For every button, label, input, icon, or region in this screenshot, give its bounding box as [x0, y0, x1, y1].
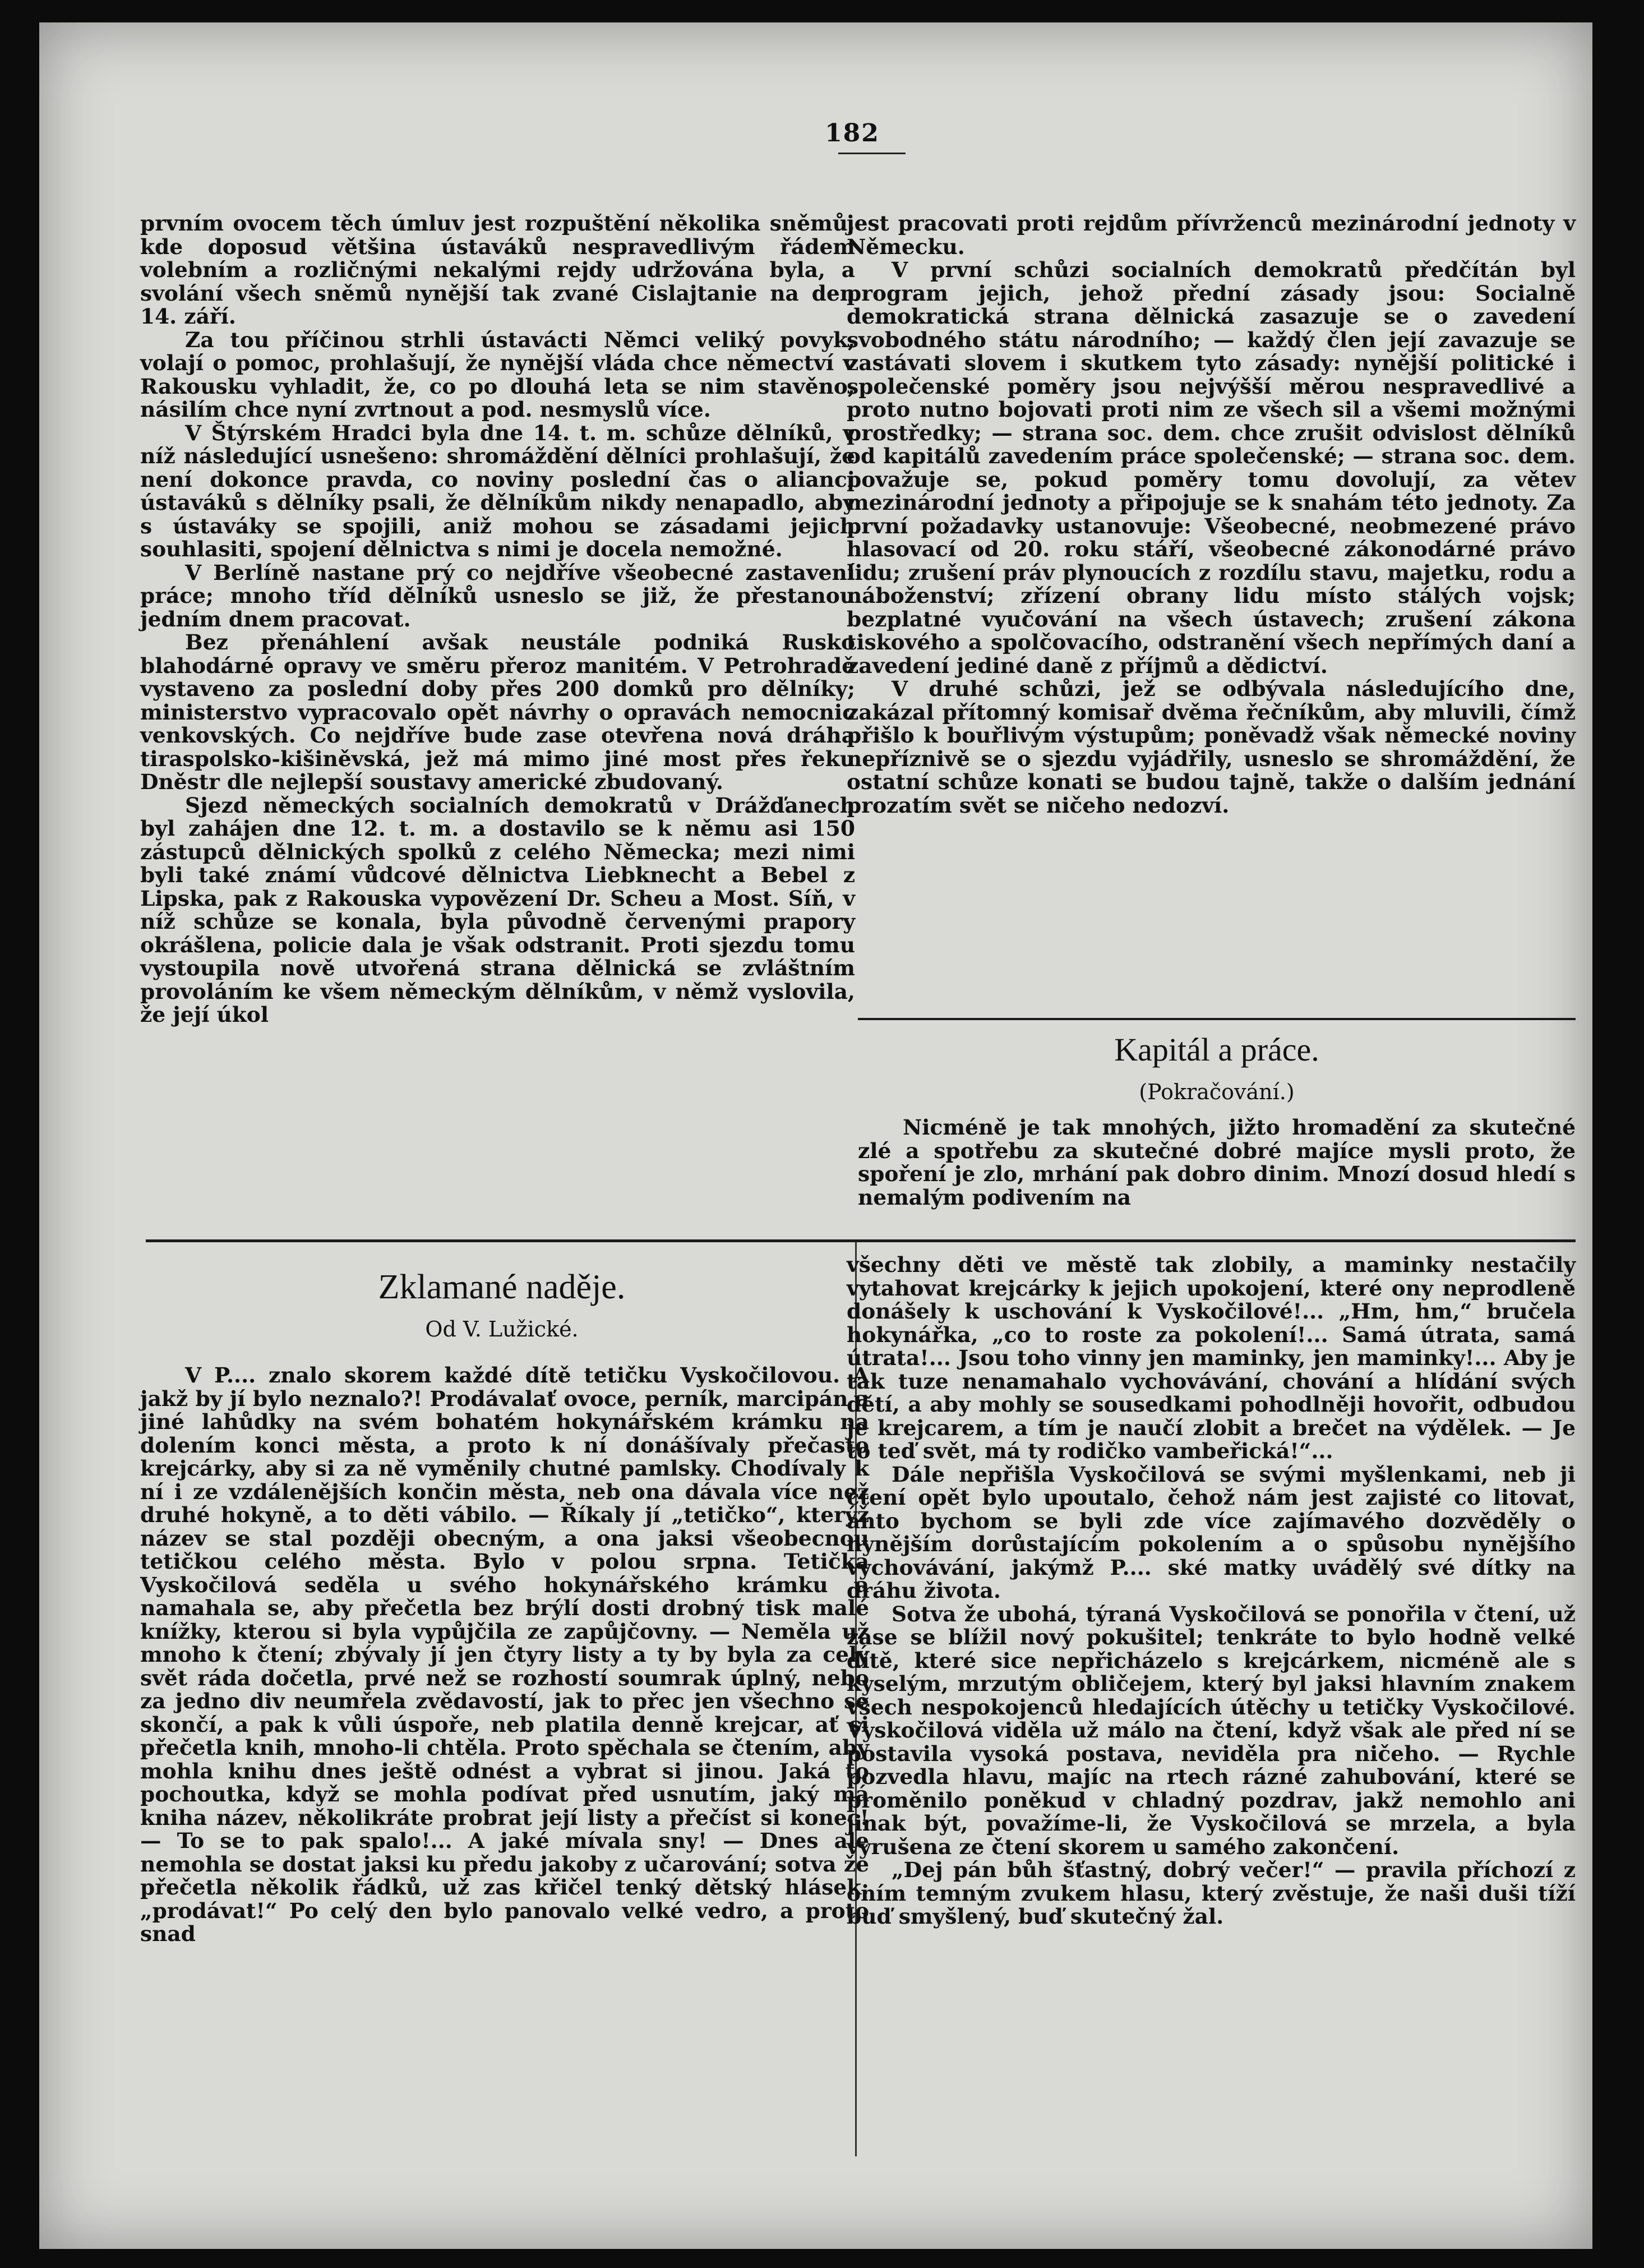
paragraph: Za tou příčinou strhli ústavácti Němci veliký povyk, volají o pomoc, prohlašují, že nynější vláda chce němectví v Rakousku vyhladit, že, co po dlouhá leta se nim stavěno, násilím chce nyní zvrtnout a pod. nesmyslů více. — [140, 327, 855, 422]
article-title-kapital: Kapitál a práce. — [1114, 1031, 1319, 1068]
story-column-left — [140, 1364, 869, 1946]
paragraph: V Berlíně nastane prý co nejdříve všeobecné zastavení práce; mnoho tříd dělníků usneslo se již, že přestanou jedním dnem pracovat. — [140, 560, 855, 631]
feuilleton-divider — [146, 1239, 1576, 1242]
paragraph: Nicméně je tak mnohých, jižto hromadění za skutečné zlé a spotřebu za skutečné dobré majíce mysli proto, že spoření je zlo, mrhání pak dobro dinim. Mnozí dosud hledí s nemalým podivením na — [858, 1115, 1576, 1210]
story-author: Od V. Lužické. — [425, 1317, 579, 1342]
article-kapital-text — [858, 1116, 1576, 1209]
paragraph: V Štýrském Hradci byla dne 14. t. m. schůze dělníků, v níž následující usnešeno: shromáždění dělníci prohlašují, že není dokonce pravda, co noviny poslední čas o alianci ústaváků s dělníky psali, že dělníkům nikdy nenapadlo, aby s ústaváky se spojili, aniž mohou se zásadami jejich souhlasiti, spojení dělnictva s nimi je docela nemožné. — [140, 420, 855, 561]
paragraph: Sjezd německých socialních demokratů v Drážďanech byl zahájen dne 12. t. m. a dostavilo se k němu asi 150 zástupců dělnických spolků z celého Německa; mezi nimi byli také známí vůdcové dělnictva Liebknecht a Bebel z Lipska, pak z Rakouska vypovězení Dr. Scheu a Most. Síň, v níž schůze se konala, byla původně červenými prapory okrášlena, policie dala je však odstranit. Proti sjezdu tomu vystoupila nově utvořená strana dělnická se zvláštním provoláním ke všem německým dělníkům, v němž vyslovila, že její úkol — [140, 792, 855, 1027]
story-title: Zklamané naděje. — [378, 1268, 626, 1306]
paragraph: „Dej pán bůh šťastný, dobrý večer!“ — pravila příchozí z oním temným zvukem hlasu, který zvěstuje, že naši duši tíží buď smyšlený, buď skutečný žal. — [847, 1857, 1576, 1929]
paragraph: všechny děti ve městě tak zlobily, a maminky nestačily vytahovat krejcárky k jejich upokojení, které ony neprodleně donášely k uschování k Vyskočilové!... „Hm, hm,“ bručela hokynářka, „co to roste za pokolení!... Samá útrata, samá útrata!... Jsou toho vinny jen maminky, jen maminky!... Aby je tak tuze nenamahalo vychovávání, chování a hlídání svých dětí, a aby mohly se sousedkami pohodlněji hovořit, odbudou je krejcarem, a tím je naučí zlobit a brečet na výdělek. — Je to teď svět, má ty rodičko vambeřická!“... — [847, 1252, 1576, 1463]
paragraph: Dále nepřišla Vyskočilová se svými myšlenkami, neb ji čtení opět bylo upoutalo, čehož nám jest zajisté co litovat, anto bychom se byli zde více zajímavého dozvěděly o nynějším dorůstajícím pokolením a o spůsobu nynějšího vychovávání, jakýmž P.... ské matky uvádělý své dítky na dráhu života. — [847, 1462, 1576, 1603]
article-subtitle: (Pokračování.) — [1139, 1080, 1295, 1104]
paragraph: jest pracovati proti rejdům přívrženců mezinárodní jednoty v Německu. — [847, 211, 1576, 259]
paragraph: V první schůzi socialních demokratů předčítán byl program jejich, jehož přední zásady jsou: Socialně demokratická strana dělnická zasazuje se o zavedení svobodného státu národního; — každý člen její zavazuje se zastávati slovem i skutkem tyto zásady: nynější politické i společenské poměry jsou nejvýšší měrou nespravedlivé a proto nutno bojovati proti nim ze všech sil a všemi možnými prostředky; — strana soc. dem. chce zrušit odvislost dělníků od kapitálů zavedením práce společenské; — strana soc. dem. považuje se, pokud poměry tomu dovolují, za větev mezinárodní jednoty a připojuje se k snahám této jednoty. Za první požadavky ustanovuje: Všeobecné, neobmezené právo hlasovací od 20. roku stáří, všeobecné zákonodárné právo lidu; zrušení práv plynoucích z rozdílu stavu, majetku, rodu a náboženství; zřízení obrany lidu místo stálých vojsk; bezplatné vyučování na všech ústavech; zrušení zákona tiskového a spolčovacího, odstranění všech nepřímých daní a zavedení jediné daně z příjmů a dědictví. — [847, 257, 1576, 678]
paragraph: prvním ovocem těch úmluv jest rozpuštění několika sněmů, kde doposud většina ústaváků nespravedlivým řádem volebním a rozličnými nekalými rejdy udržována byla, a svolání všech sněmů nynější tak zvané Cislajtanie na den 14. září. — [140, 211, 855, 329]
news-column-right — [847, 212, 1576, 817]
page-number: 182 — [825, 119, 880, 147]
news-column-left — [140, 212, 855, 1027]
paragraph: V P.... znalo skorem každé dítě tetičku Vyskočilovou. A jakž by jí bylo neznalo?! Prodávalať ovoce, perník, marcipán a jiné lahůdky na svém bohatém hokynářském krámku na dolením konci města, a proto k ní donášívaly přečasto krejcárky, aby si za ně vyměnily chutné pamlsky. Chodívaly k ní i ze vzdálenějších končin města, neb ona dávala více než druhé hokyně, a to děti vábilo. — Říkaly jí „tetičko“, kterýž název se stal později obecným, a ona jaksi všeobecnou tetičkou celého města. Bylo v polou srpna. Tetička Vyskočilová seděla u svého hokynářského krámku a namahala se, aby přečetla bez brýlí dosti drobný tisk malé knížky, kterou si byla vypůjčila ze zapůjčovny. — Neměla už mnoho k čtení; zbývaly jí jen čtyry listy a ty by byla za celý svět ráda dočetla, prvé než se rozhostí soumrak úplný, nebo za jedno div neumřela zvědavostí, jak to přec jen všechno se skončí, a pak k vůli úspoře, neb platila denně krejcar, ať si přečetla knih, mnoho-li chtěla. Proto spěchala se čtením, aby mohla knihu dnes ještě odnést a vybrat si jinou. Jaká to pochoutka, když se mohla podívat před usnutím, jaký má kniha název, několikráte probrat její listy a přečíst si konec! — To se to pak spalo!... A jaké mívala sny! — Dnes ale nemohla se dostat jaksi ku předu jakoby z učarování; sotva že přečetla několik řádků, už zas křičel tenký dětský hlásek: „prodávat!“ Po celý den bylo panovalo velké vedro, a proto snad — [140, 1363, 869, 1946]
paragraph: Bez přenáhlení avšak neustále podniká Rusko blahodárné opravy ve směru přeroz manitém. V Petrohradě vystaveno za poslední doby přes 200 domků pro dělníky; ministerstvo vypracovalo opět návrhy o opravách nemocnic venkovských. Co nejdříve bude zase otevřena nová dráha tiraspolsko-kišiněvská, jež má mimo jiné most přes řeku Dněstr dle nejlepší soustavy americké zbudovaný. — [140, 630, 855, 794]
newspaper-page — [39, 22, 1592, 2249]
story-column-right — [847, 1253, 1576, 1929]
paragraph: Sotva že ubohá, týraná Vyskočilová se ponořila v čtení, už zase se blížil nový pokušitel; tenkráte to bylo hodně velké dítě, které sice nepřicházelo s krejcárkem, nicméně ale s kyselým, mrzutým obličejem, který byl jaksi hlavním znakem všech nespokojenců hledajících útěchy u tetičky Vyskočilové. Vyskočilová viděla už málo na čtení, když však ale před ní se postavila vysoká postava, neviděla pra ničeho. — Rychle pozvedla hlavu, majíc na rtech rázné zahubování, které se proměnilo poněkud v chladný pozdrav, jakž nemohlo ani jinak být, považíme-li, že Vyskočilová se mrzela, a byla vyrušena ze čtení skorem u samého zakončení. — [847, 1601, 1576, 1859]
paragraph: V druhé schůzi, jež se odbývala následujícího dne, zakázal přítomný komisař dvěma řečníkům, aby mluvili, čímž přišlo k bouřlivým výstupům; poněvadž však německé noviny nepříznivě se o sjezdu vyjádřily, usneslo se shromáždění, že ostatní schůze konati se budou tajně, takže o dalším jednání prozatím svět se ničeho nedozví. — [847, 676, 1576, 818]
page-number-rule — [838, 153, 906, 154]
section-divider — [858, 1018, 1576, 1020]
